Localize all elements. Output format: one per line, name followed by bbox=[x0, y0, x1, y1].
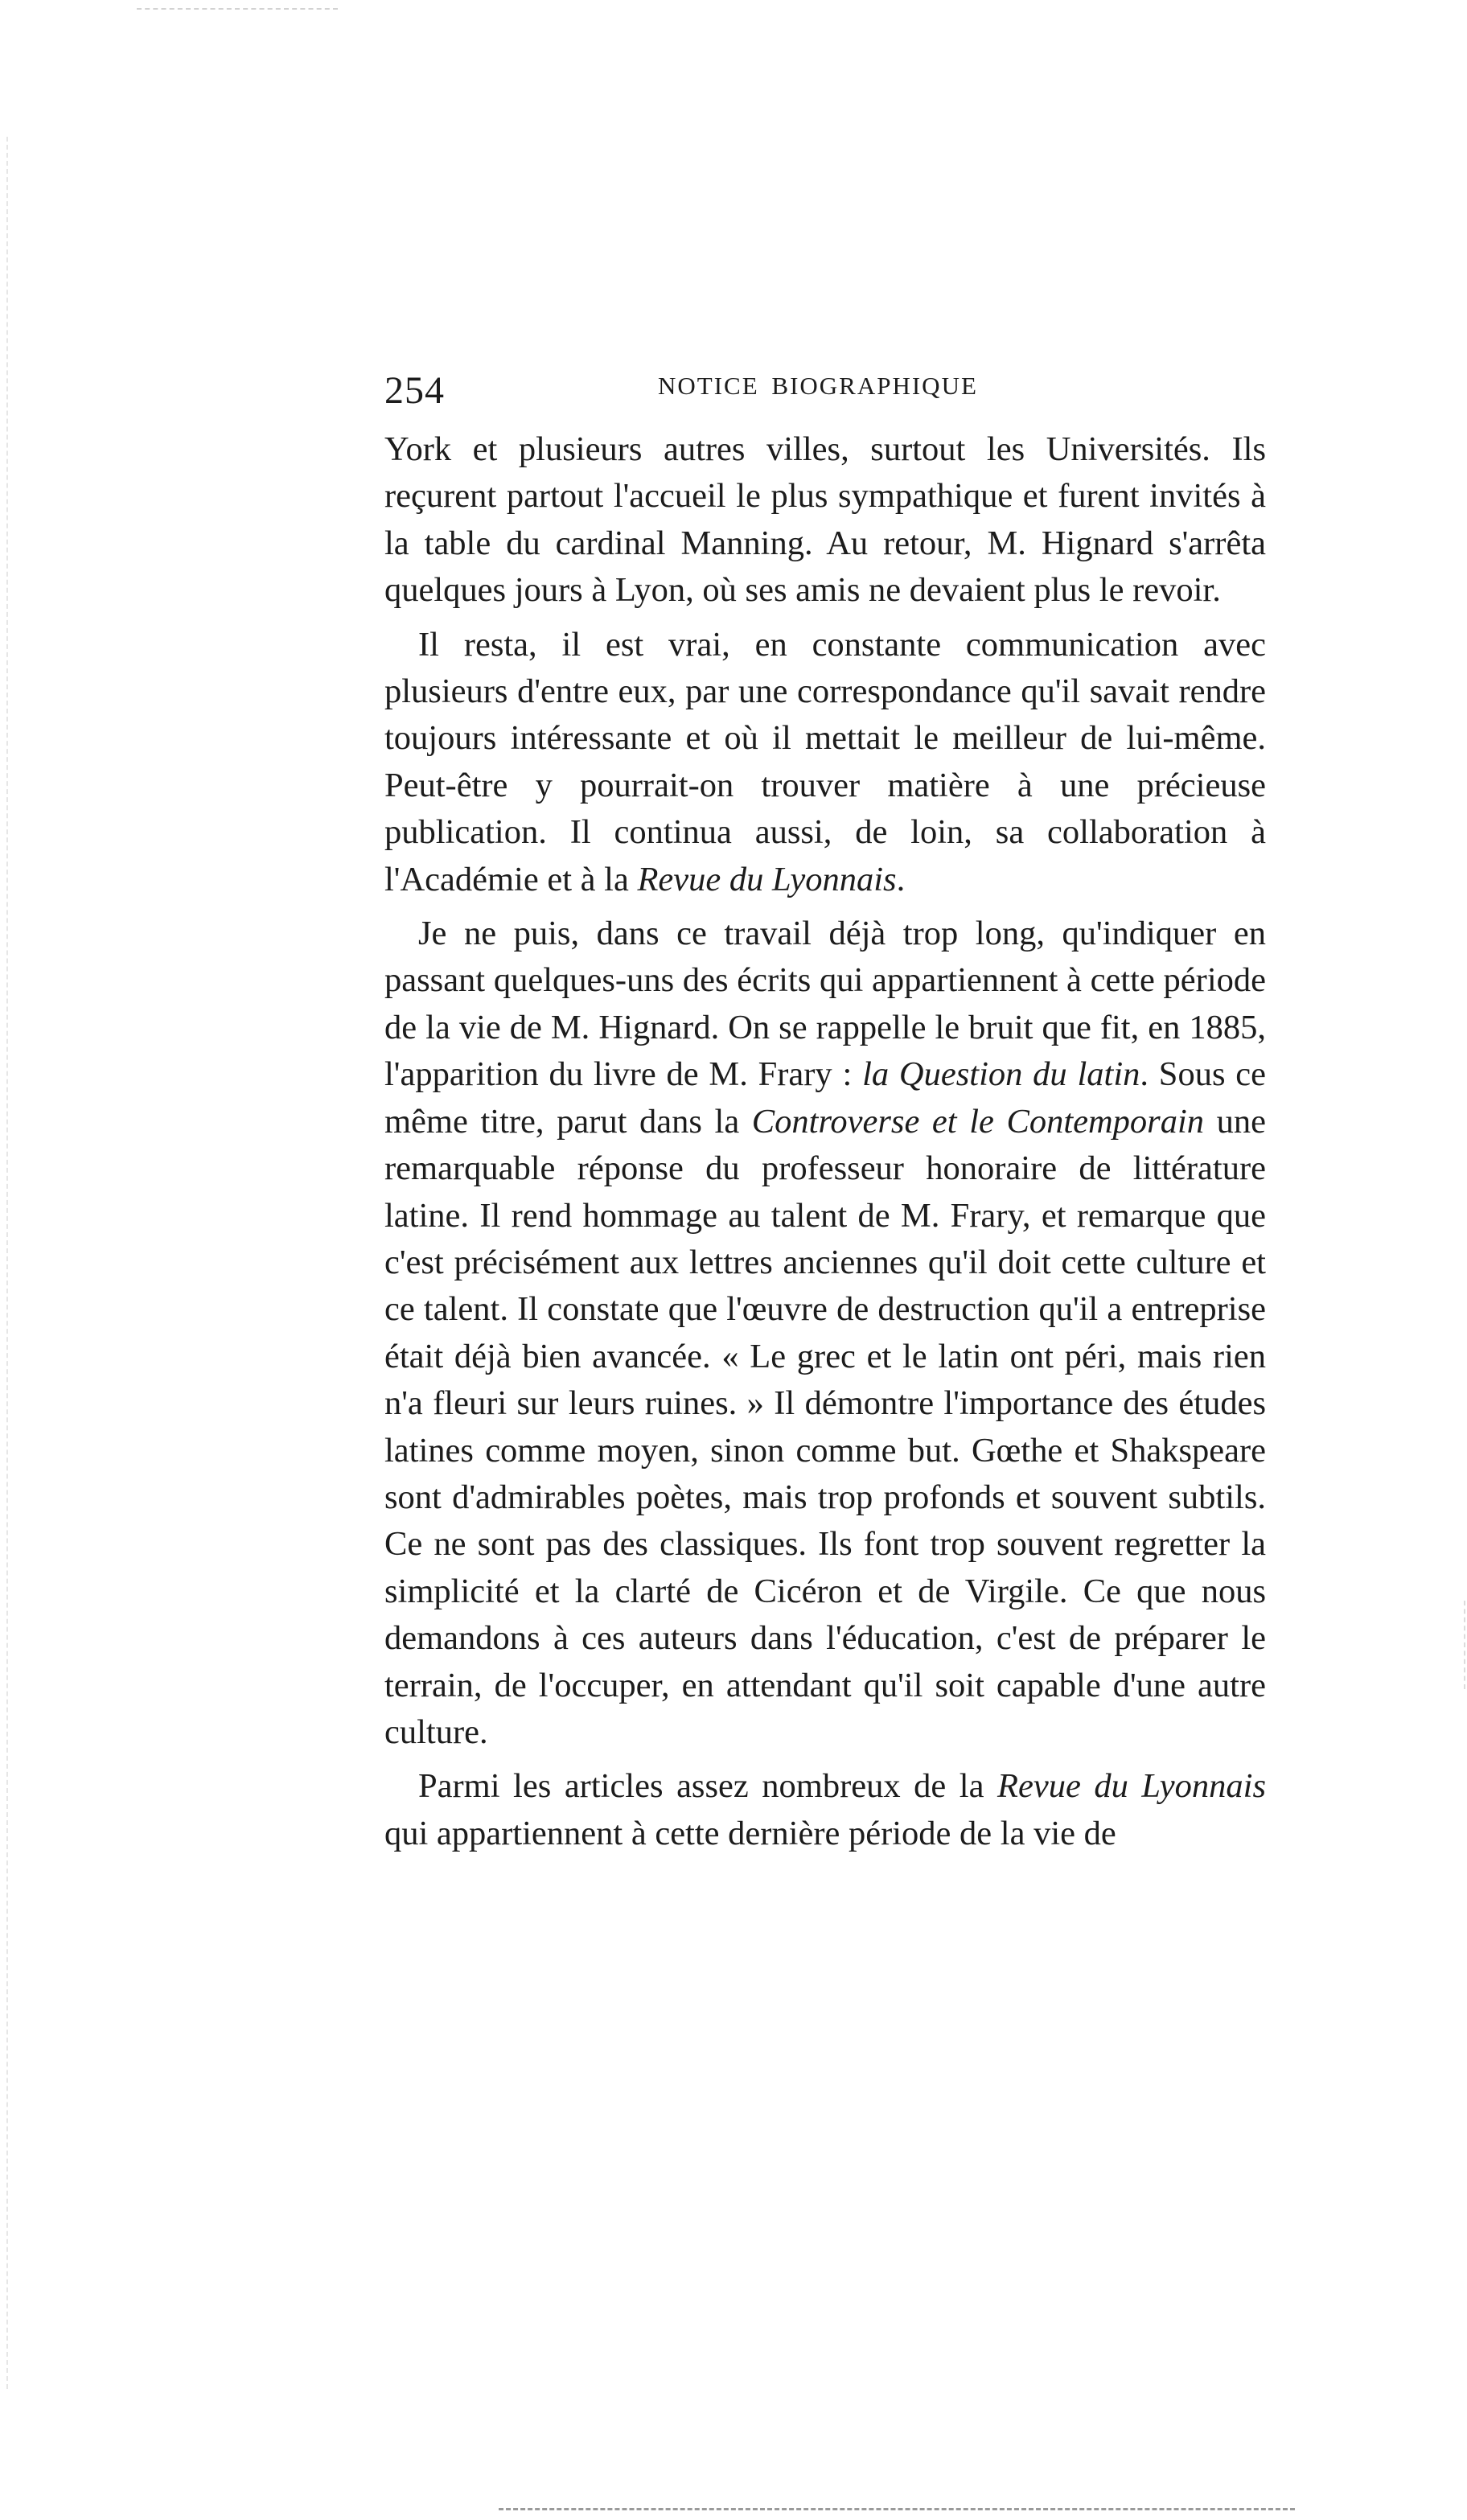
paragraph-4 bbox=[384, 1763, 1266, 1857]
scan-edge-bottom bbox=[499, 2508, 1295, 2510]
scan-edge-left bbox=[6, 137, 8, 2389]
page-number: 254 bbox=[384, 369, 445, 412]
paragraph-text: Il resta, il est vrai, en constante communication avec plusieurs d'entre eux, par une correspondance qu'il savait rendre toujours intéressante et où il mettait le meilleur de lui-même. Peut-être y pourrait-on trouver matière à une précieuse publication. Il continua aussi, de loin, sa collaboration à l'Académie et à la bbox=[384, 625, 1266, 898]
paragraph-text: Je ne puis, dans ce travail déjà trop long, qu'indiquer en passant quelques-uns des écrits qui appartiennent à cette période de la vie de M. Hignard. On se rappelle le bruit que fit, en 1885, l'apparition du livre de M. Frary : bbox=[384, 915, 1266, 1094]
paragraph-3 bbox=[384, 911, 1266, 1756]
page-header bbox=[384, 354, 1266, 426]
paragraph-text: York et plusieurs autres villes, surtout les Universités. Ils reçurent partout l'accueil le plus sympathique et furent invités à la table du cardinal Manning. Au retour, M. Hignard s'arrêta quelques jours à Lyon, où ses amis ne devaient plus le revoir. bbox=[384, 430, 1266, 610]
italic-title: la Question du latin bbox=[862, 1055, 1140, 1094]
paragraph-text: . Sous ce même titre, parut dans la bbox=[384, 1055, 1266, 1141]
paragraph-1 bbox=[384, 426, 1266, 615]
italic-title: Controverse et le Contemporain bbox=[751, 1102, 1205, 1141]
paragraph-text: une remarquable réponse du professeur honoraire de littérature latine. Il rend hommage au talent de M. Frary, et remarque que c'est précisément aux lettres anciennes qu'il doit cette culture et ce talent. Il constate que l'œuvre de destruction qu'il a entreprise était déjà bien avancée. « Le grec et le latin ont péri, mais rien n'a fleuri sur leurs ruines. » Il démontre l'importance des études latines comme moyen, sinon comme but. Gœthe et Shakspeare sont d'admirables poètes, mais trop profonds et souvent subtils. Ce ne sont pas des classiques. Ils font trop souvent regretter la simplicité et la clarté de Cicéron et de Virgile. Ce que nous demandons à ces auteurs dans l'éducation, c'est de préparer le terrain, de l'occuper, en attendant qu'il soit capable d'une autre culture. bbox=[384, 1102, 1266, 1751]
book-page bbox=[384, 354, 1266, 1864]
italic-title: Revue du Lyonnais bbox=[997, 1767, 1267, 1806]
paragraph-text: Parmi les articles assez nombreux de la bbox=[418, 1767, 998, 1806]
scan-edge-right bbox=[1464, 1601, 1465, 1689]
scan-edge-top bbox=[137, 8, 338, 10]
running-head: NOTICE BIOGRAPHIQUE bbox=[658, 372, 978, 400]
paragraph-text: . bbox=[896, 860, 906, 898]
paragraph-text: qui appartiennent à cette dernière période de la vie de bbox=[384, 1814, 1116, 1852]
body-text bbox=[384, 426, 1266, 1857]
italic-title: Revue du Lyonnais bbox=[637, 860, 897, 898]
paragraph-2 bbox=[384, 622, 1266, 903]
